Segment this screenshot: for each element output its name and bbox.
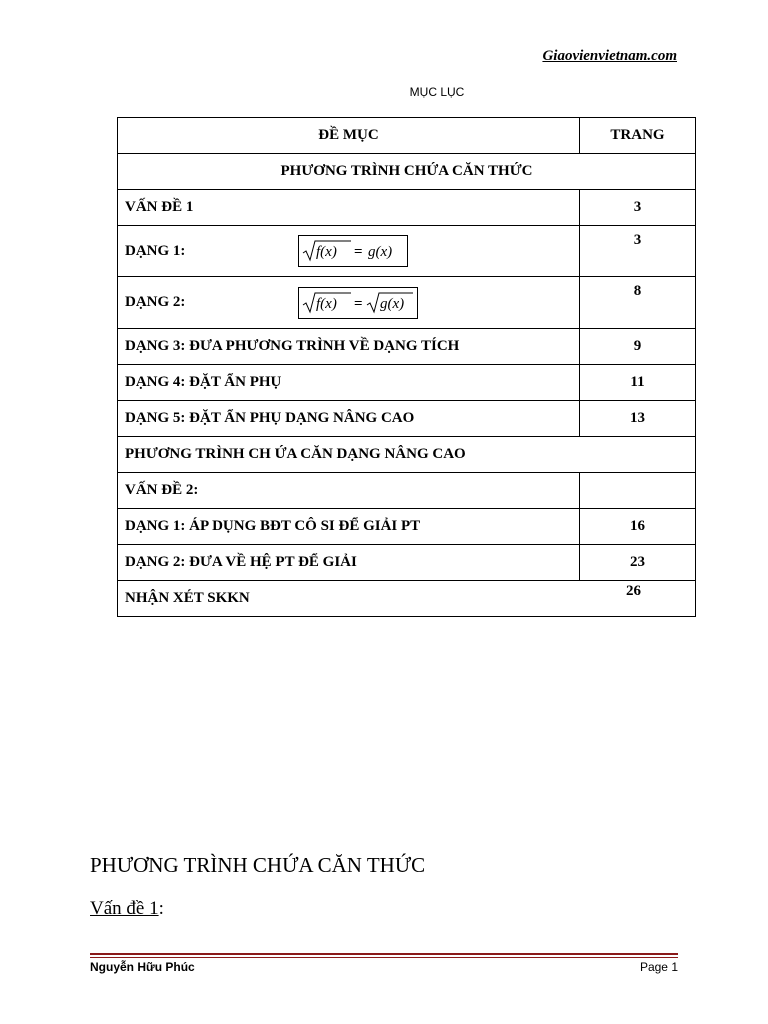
footer-page-number: Page 1 (639, 960, 678, 974)
footer-rule (90, 957, 678, 958)
svg-text:f(x) (316, 244, 337, 260)
svg-text:g(x) (368, 244, 392, 260)
toc-row-page: 8 (580, 277, 696, 329)
toc-row-label: DẠNG 2: (125, 294, 186, 310)
formula-rhs: g(x) (380, 295, 405, 312)
toc-row-page: 23 (580, 545, 696, 581)
toc-row-page: 11 (580, 365, 696, 401)
formula-lhs: f(x) (316, 244, 337, 260)
footer-rule (90, 953, 678, 955)
toc-row (118, 545, 696, 581)
toc-row-page (580, 473, 696, 509)
toc-title: MỤC LỤC (409, 85, 465, 99)
formula-sqrt-f-eq-sqrt-g (298, 287, 418, 319)
toc-row-label: VẤN ĐỀ 2: (118, 473, 580, 509)
toc-row-page: 9 (580, 329, 696, 365)
toc-col-header-left: ĐỀ MỤC (118, 118, 580, 154)
toc-row (118, 581, 696, 617)
toc-row-page: 3 (580, 226, 696, 277)
section-heading: PHƯƠNG TRÌNH CHỨA CĂN THỨC (90, 853, 426, 877)
toc-row-label: NHẬN XÉT SKKN (125, 590, 250, 606)
formula-lhs: f(x) (316, 295, 337, 312)
toc-row (118, 226, 696, 277)
toc-row (118, 277, 696, 329)
toc-row (118, 329, 696, 365)
svg-text:=: = (354, 295, 363, 312)
formula-sqrt-f-eq-g (298, 235, 408, 267)
toc-row-label: DẠNG 4: ĐẶT ẨN PHỤ (118, 365, 580, 401)
site-header-link[interactable]: Giaovienvietnam.com (542, 48, 677, 64)
svg-text:f(x) (316, 296, 337, 312)
footer-author: Nguyễn Hữu Phúc (90, 960, 195, 974)
toc-row-section (118, 437, 696, 473)
toc-table (117, 117, 696, 617)
svg-text:g(x) (380, 296, 404, 312)
toc-row-page: 16 (580, 509, 696, 545)
toc-section-title: PHƯƠNG TRÌNH CHỨA CĂN THỨC (118, 154, 696, 190)
toc-row (118, 509, 696, 545)
toc-row-label: DẠNG 2: ĐƯA VỀ HỆ PT ĐỂ GIẢI (118, 545, 580, 581)
toc-row-page: 26 (626, 583, 641, 599)
subheading: Vấn đề 1: (90, 898, 164, 919)
toc-row-page: 3 (580, 190, 696, 226)
toc-row-page: 13 (580, 401, 696, 437)
toc-row (118, 190, 696, 226)
toc-row-label: DẠNG 3: ĐƯA PHƯƠNG TRÌNH VỀ DẠNG TÍCH (118, 329, 580, 365)
toc-row-label: DẠNG 5: ĐẶT ẨN PHỤ DẠNG NÂNG CAO (118, 401, 580, 437)
toc-header-row (118, 118, 696, 154)
toc-row (118, 473, 696, 509)
toc-col-header-right: TRANG (580, 118, 696, 154)
toc-row-label: VẤN ĐỀ 1 (118, 190, 580, 226)
toc-row (118, 401, 696, 437)
toc-row-label: DẠNG 1: (125, 242, 186, 259)
toc-row-label: DẠNG 1: ÁP DỤNG BĐT CÔ SI ĐỂ GIẢI PT (118, 509, 580, 545)
svg-text:=: = (354, 244, 363, 260)
formula-rhs: g(x) (368, 244, 393, 260)
toc-row-section (118, 154, 696, 190)
toc-row (118, 365, 696, 401)
toc-section-title: PHƯƠNG TRÌNH CH ỨA CĂN DẠNG NÂNG CAO (118, 437, 696, 473)
